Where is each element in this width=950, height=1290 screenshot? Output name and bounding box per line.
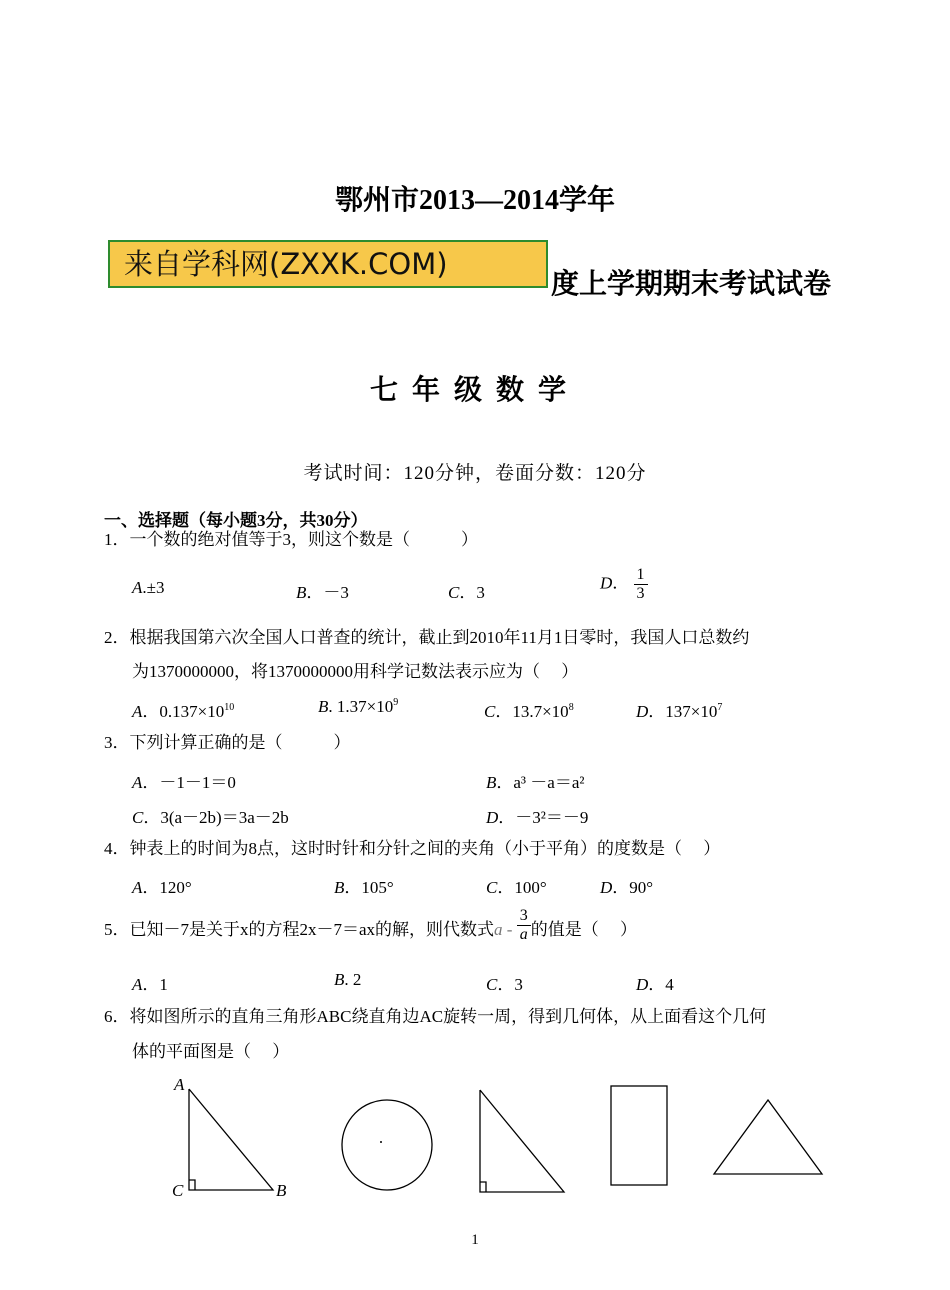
question-3-stem: 3．下列计算正确的是（ ） — [104, 733, 351, 752]
question-2-line-1: 2．根据我国第六次全国人口普查的统计，截止到2010年11月1日零时，我国人口总数约 — [104, 628, 750, 647]
vertex-label-b: B — [276, 1181, 287, 1200]
option-circle — [342, 1100, 432, 1190]
question-4-option-c: C．100° — [486, 878, 547, 897]
question-2-option-a: A．$0.137\times 10^{10}$ — [132, 702, 235, 721]
question-2-option-d: D．$137\times 10^7$ — [636, 702, 723, 721]
question-3-option-b: B．a³ －a＝a² — [486, 773, 585, 792]
question-4-option-b: B．105° — [334, 878, 394, 897]
page-number: 1 — [471, 1232, 479, 1248]
question-3-option-d: D．－3²＝－9 — [486, 808, 589, 827]
question-2-option-b: B. $1.37\times 10^9$ — [318, 697, 399, 716]
option-rectangle — [611, 1086, 667, 1185]
exam-info: 考试时间：120分钟，卷面分数：120分 — [303, 463, 647, 484]
question-2-line-2: 为1370000000，将1370000000用科学记数法表示应为（ ） — [132, 662, 579, 681]
title-line-2: 度上学期期末考试试卷 — [551, 269, 832, 300]
question-1-stem: 1．一个数的绝对值等于3，则这个数是（ ） — [104, 530, 478, 549]
question-2-option-c: C．$13.7\times 10^8$ — [484, 702, 574, 721]
question-5-option-d: D．4 — [636, 975, 674, 994]
question-5-option-a: A．1 — [132, 975, 168, 994]
question-4-option-d: D．90° — [600, 878, 654, 897]
fraction: $\frac{1}{3}$ — [634, 566, 648, 603]
question-5-stem: 5．已知－7是关于x的方程2x－7＝ax的解，则代数式a - $\frac{3}{a}$ 的值是（ ） — [104, 906, 637, 943]
section-heading: 一、选择题（每小题3分，共30分） — [104, 511, 368, 530]
question-5-option-c: C．3 — [486, 975, 523, 994]
title-line-1: 鄂州市2013—2014学年 — [334, 185, 615, 216]
question-1-option-c: C．3 — [448, 583, 485, 602]
question-6-figures — [0, 1070, 950, 1210]
vertex-label-c: C — [172, 1181, 184, 1200]
grade-subject-title: 七年级数学 — [369, 375, 580, 406]
question-5-option-b: B. 2 — [334, 970, 362, 989]
question-1-option-b: B．－3 — [296, 583, 349, 602]
question-3-option-a: A．－1－1＝0 — [132, 773, 236, 792]
question-4-option-a: A．120° — [132, 878, 192, 897]
question-6-line-2: 体的平面图是（ ） — [132, 1042, 290, 1061]
option-triangle — [480, 1090, 564, 1192]
option-isosceles-triangle — [714, 1100, 822, 1174]
source-watermark-banner: 来自学科网(ZXXK.COM) — [108, 240, 548, 288]
question-3-option-c: C．3(a－2b)＝3a－2b — [132, 808, 289, 827]
question-4-stem: 4．钟表上的时间为8点，这时时针和分针之间的夹角（小于平角）的度数是（ ） — [104, 839, 721, 858]
question-6-line-1: 6．将如图所示的直角三角形ABC绕直角边AC旋转一周，得到几何体，从上面看这个几何 — [104, 1007, 767, 1026]
vertex-label-a: A — [174, 1075, 185, 1094]
fraction: $\frac{3}{a}$ — [517, 907, 531, 944]
question-1-option-a: A.±3 — [132, 578, 165, 597]
right-triangle-abc — [189, 1089, 273, 1190]
question-1-option-d: D． $\frac{1}{3}$ — [600, 566, 648, 603]
